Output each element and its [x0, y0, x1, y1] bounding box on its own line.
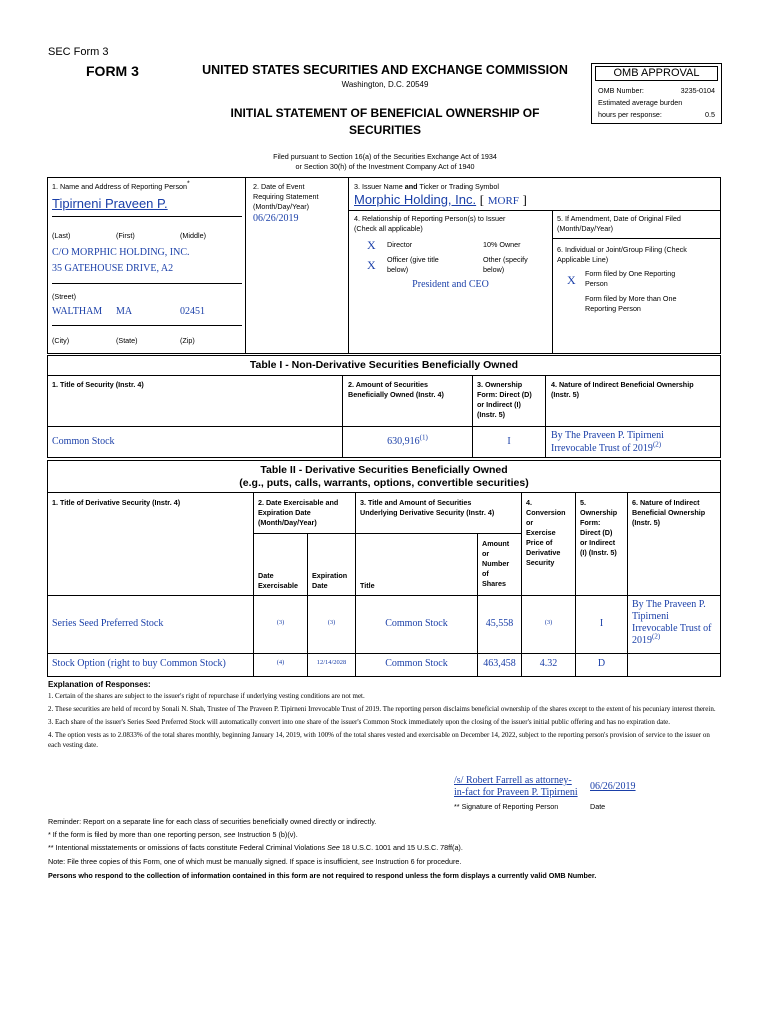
t2-row2-amount: 463,458 — [483, 658, 516, 669]
t2-sub-title: Title — [360, 581, 375, 590]
t2-col1-header: 1. Title of Derivative Security (Instr. 4) — [52, 498, 181, 507]
state-label: (State) — [116, 336, 138, 345]
statement-title-line1: INITIAL STATEMENT OF BENEFICIAL OWNERSHIP OF — [230, 106, 540, 120]
t2-row2-title: Common Stock — [385, 658, 448, 669]
box6-label: 6. Individual or Joint/Group Filing (Check Applicable Line) — [557, 245, 687, 264]
multiple-person-note: * If the form is filed by more than one reporting person, see Instruction 5 (b)(v). — [48, 830, 298, 839]
officer-label: Officer (give title below) — [387, 255, 439, 274]
location: Washington, D.C. 20549 — [341, 80, 429, 89]
bracket-close: ] — [522, 192, 527, 207]
city-label: (City) — [52, 336, 70, 345]
box4-label: 4. Relationship of Reporting Person(s) to Issuer (Check all applicable) — [354, 214, 506, 233]
issuer-name[interactable]: Morphic Holding, Inc. — [354, 192, 477, 207]
explanation-note-2: 2. These securities are held of record by Sonali N. Shah, Trustee of The Praveen P. Tipirneni Irrevocable Trust of 2019. The reporting person disclaims beneficial ownership of the shares except to the extent of his pecuniary interest therein. — [48, 705, 716, 713]
t2-row1-nature: By The Praveen P. Tipirneni Irrevocable Trust of 2019$^{(2)}$ — [632, 599, 712, 646]
director-label: Director — [387, 240, 413, 249]
omb-persons-note: Persons who respond to the collection of information contained in this form are not required to respond unless the form displays a currently valid OMB Number. — [48, 871, 597, 880]
zip-label: (Zip) — [180, 336, 195, 345]
explanation-note-4: 4. The option vests as to 2.0833% of the total shares monthly, beginning January 14, 2019, with 100% of the total shares vested and exercisable on December 14, 2022, subject to the reporting person's provision of service to the issuer on each vesting date. — [48, 731, 710, 749]
explanation-note-1: 1. Certain of the shares are subject to the issuer's right of repurchase if underlying vesting conditions are not met. — [48, 692, 365, 700]
other-label: Other (specify below) — [483, 255, 528, 274]
t2-sub-amount: Amount or Number of Shares — [482, 539, 510, 588]
table1-title: Table I - Non-Derivative Securities Beneficially Owned — [249, 359, 519, 371]
t2-row2-exercisable: (4) — [276, 659, 285, 666]
omb-title: OMB APPROVAL — [595, 66, 718, 81]
one-person-check[interactable]: X — [567, 273, 576, 287]
t1-security: Common Stock — [52, 436, 115, 447]
t2-row1-form: I — [599, 618, 604, 629]
filed-pursuant-line1: Filed pursuant to Section 16(a) of the Securities Exchange Act of 1934 — [273, 152, 497, 161]
officer-check[interactable]: X — [367, 258, 376, 272]
city-value: WALTHAM — [52, 306, 103, 317]
explanation-heading: Explanation of Responses: — [48, 680, 151, 689]
t1-ownership-form: I — [507, 436, 511, 447]
t2-col3-header: 3. Title and Amount of Securities Underlying Derivative Security (Instr. 4) — [360, 498, 495, 517]
reporting-person-name[interactable]: Tipirneni Praveen P. — [52, 196, 168, 211]
signature-label: ** Signature of Reporting Person — [454, 802, 559, 811]
t1-col2-header: 2. Amount of Securities Beneficially Owned (Instr. 4) — [348, 380, 444, 399]
footnote-ref-2: (2) — [652, 440, 662, 449]
t1-col4-header: 4. Nature of Indirect Beneficial Ownership (Instr. 5) — [551, 380, 694, 399]
omb-number-value: 3235-0104 — [680, 86, 715, 95]
t2-row2-price: 4.32 — [539, 658, 558, 669]
t2-row2-security: Stock Option (right to buy Common Stock) — [52, 658, 226, 669]
t2-row1-security: Series Seed Preferred Stock — [52, 618, 164, 629]
box2-label: 2. Date of Event Requiring Statement (Month/Day/Year) — [253, 182, 319, 211]
omb-hours-label: hours per response: — [598, 110, 662, 119]
omb-hours-value: 0.5 — [705, 110, 715, 119]
address-line1: C/O MORPHIC HOLDING, INC. — [52, 247, 190, 258]
explanation-list — [48, 691, 720, 750]
ten-percent-label: 10% Owner — [483, 240, 521, 249]
middle-label: (Middle) — [180, 231, 206, 240]
signature-date[interactable]: 06/26/2019 — [590, 781, 636, 792]
t2-col4-header: 4. Conversion or Exercise Price of Derivative Security — [526, 498, 566, 567]
signature[interactable]: /s/ Robert Farrell as attorney- in-fact for Praveen P. Tipirneni — [454, 775, 578, 798]
footnote-ref-1: (1) — [419, 433, 428, 442]
form-number: FORM 3 — [86, 63, 139, 79]
table2-subtitle: (e.g., puts, calls, warrants, options, convertible securities) — [239, 477, 529, 489]
street-label: (Street) — [52, 292, 76, 301]
t1-nature: By The Praveen P. Tipirneni Irrevocable Trust of 2019$^{(2)}$ — [551, 430, 664, 454]
director-check[interactable]: X — [367, 238, 376, 252]
copies-note: Note: File three copies of this Form, one of which must be manually signed. If space is insufficient, see Instruction 6 for procedure. — [48, 857, 462, 866]
state-value: MA — [116, 306, 133, 317]
t2-row1-price: (3) — [544, 619, 553, 626]
issuer-line — [354, 192, 527, 208]
t1-amount: 630,916$^{(1)}$ — [387, 433, 428, 447]
reminder-note: Reminder: Report on a separate line for each class of securities beneficially owned directly or indirectly. — [48, 817, 377, 826]
statement-title-line2: SECURITIES — [348, 123, 421, 137]
t2-row1-amount: 45,558 — [485, 618, 514, 629]
officer-title: President and CEO — [412, 279, 489, 290]
bracket-open: [ — [479, 192, 485, 207]
box1-label: 1. Name and Address of Reporting Person* — [52, 180, 190, 191]
box5-label: 5. If Amendment, Date of Original Filed (Month/Day/Year) — [557, 214, 681, 233]
date-label: Date — [590, 802, 606, 811]
zip-value: 02451 — [180, 306, 205, 317]
omb-burden-label: Estimated average burden — [598, 98, 683, 107]
sec-form-label: SEC Form 3 — [48, 46, 109, 58]
explanation-note-3: 3. Each share of the issuer's Series Seed Preferred Stock will automatically convert into one share of the issuer's Common Stock immediately upon the closing of the issuer's initial public offering and has no expiration date. — [48, 718, 671, 726]
first-label: (First) — [116, 231, 135, 240]
more-person-label: Form filed by More than One Reporting Person — [585, 294, 677, 313]
t2-sub-date-exercisable: Date Exercisable — [258, 571, 298, 590]
t1-col3-header: 3. Ownership Form: Direct (D) or Indirect (I) (Instr. 5) — [477, 380, 532, 419]
t1-col1-header: 1. Title of Security (Instr. 4) — [52, 380, 144, 389]
table2-title: Table II - Derivative Securities Beneficially Owned — [260, 464, 508, 476]
t2-col2-header: 2. Date Exercisable and Expiration Date (Month/Day/Year) — [258, 498, 339, 527]
t2-row1-exercisable: (3) — [276, 619, 285, 626]
box3-label: 3. Issuer Name and Ticker or Trading Symbol — [354, 182, 500, 191]
t2-col5-header: 5. Ownership Form: Direct (D) or Indirect (I) (Instr. 5) — [580, 498, 618, 557]
last-label: (Last) — [52, 231, 71, 240]
t2-row1-title: Common Stock — [385, 618, 448, 629]
t2-col6-header: 6. Nature of Indirect Beneficial Ownership (Instr. 5) — [632, 498, 706, 527]
misstatement-note: ** Intentional misstatements or omissions of facts constitute Federal Criminal Violations See 18 U.S.C. 1001 and 15 U.S.C. 78ff(a). — [48, 843, 463, 852]
t2-row2-form: D — [597, 658, 606, 669]
t2-sub-expiration: Expiration Date — [312, 571, 348, 590]
commission-title: UNITED STATES SECURITIES AND EXCHANGE COMMISSION — [202, 63, 568, 77]
omb-number-label: OMB Number: — [598, 86, 644, 95]
one-person-label: Form filed by One Reporting Person — [585, 269, 676, 288]
t2-row1-expiration: (3) — [327, 619, 336, 626]
t2-row2-expiration: 12/14/2028 — [316, 659, 347, 666]
filed-pursuant-line2: or Section 30(h) of the Investment Company Act of 1940 — [295, 162, 475, 171]
address-line2: 35 GATEHOUSE DRIVE, A2 — [52, 263, 174, 274]
ticker-symbol[interactable]: MORF — [487, 195, 519, 207]
footnote-ref-2b: (2) — [652, 632, 661, 641]
event-date: 06/26/2019 — [253, 213, 299, 224]
